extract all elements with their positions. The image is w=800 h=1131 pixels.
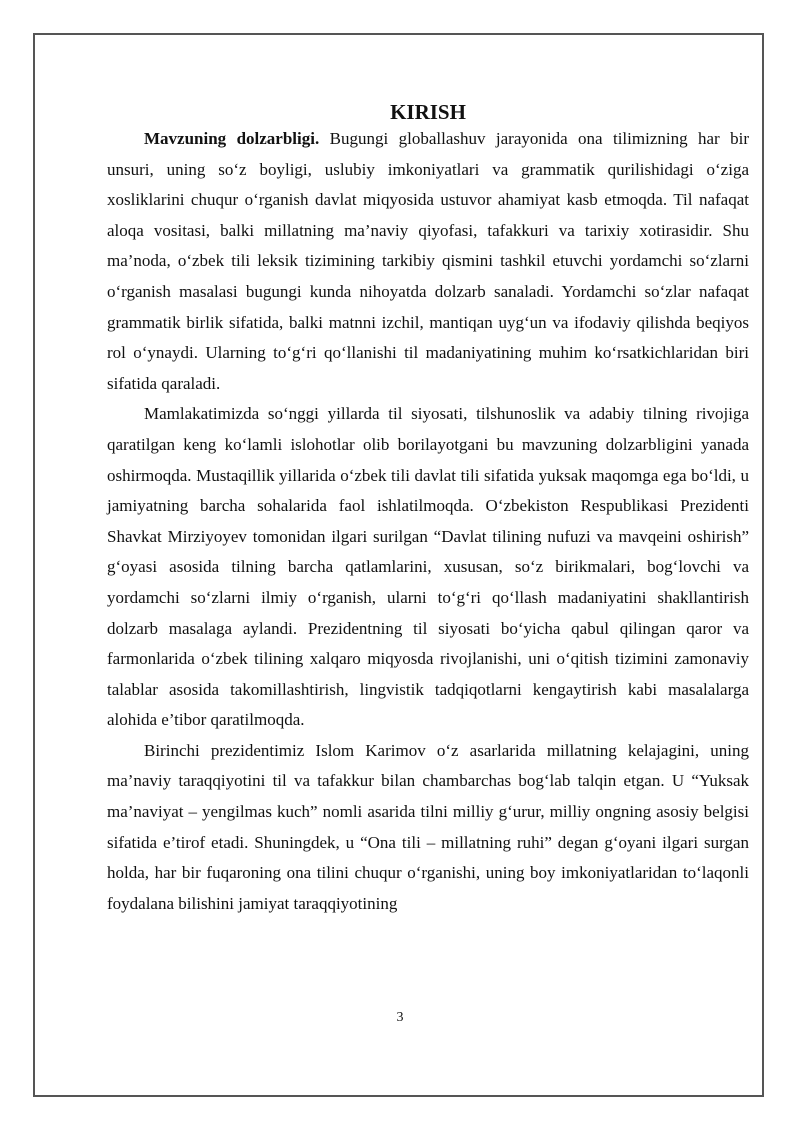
page-title: KIRISH (390, 100, 466, 124)
paragraph-text: Bugungi globallashuv jarayonida ona tilimizning har bir unsuri, uning so‘z boyligi, uslubiy imkoniyatlari va grammatik qurilishidagi o‘ziga xosliklarini chuqur o‘rganish davlat miqyosida ustuvor ahamiyat kasb etmoqda. Til nafaqat aloqa vositasi, balki millatning ma’naviy qiyofasi, tafakkuri va tarixiy xotirasidir. Shu ma’noda, o‘zbek tili leksik tizimining tarkibiy qismini tashkil etuvchi yordamchi so‘zlarni o‘rganish masalasi bugungi kunda nihoyatda dolzarb sanaladi. Yordamchi so‘zlar nafaqat grammatik birlik sifatida, balki matnni izchil, mantiqan uyg‘un va ifodaviy qilishda beqiyos rol o‘ynaydi. Ularning to‘g‘ri qo‘llanishi til madaniyatining muhim ko‘rsatkichlaridan biri sifatida qaraladi. (107, 129, 749, 393)
page-number: 3 (396, 1010, 404, 1025)
document-body (107, 100, 749, 919)
paragraph-relevance (107, 124, 749, 399)
paragraph-language-policy: Mamlakatimizda so‘nggi yillarda til siyosati, tilshunoslik va adabiy tilning rivojiga qaratilgan keng ko‘lamli islohotlar olib borilayotgani bu mavzuning dolzarbligini yanada oshirmoqda. Mustaqillik yillarida o‘zbek tili davlat tili sifatida yuksak maqomga ega bo‘ldi, u jamiyatning barcha sohalarida faol ishlatilmoqda. O‘zbekiston Respublikasi Prezidenti Shavkat Mirziyoyev tomonidan ilgari surilgan “Davlat tilining nufuzi va mavqeini oshirish” g‘oyasi asosida tilning barcha qatlamlarini, xususan, so‘z birikmalari, bog‘lovchi va yordamchi so‘zlarni ilmiy o‘rganish, ularni to‘g‘ri qo‘llash madaniyatini shakllantirish dolzarb masalaga aylandi. Prezidentning til siyosati bo‘yicha qabul qilingan qaror va farmonlarida o‘zbek tilining xalqaro miqyosda rivojlanishi, uni o‘qitish tizimini zamonaviy talablar asosida takomillashtirish, lingvistik tadqiqotlarni kengaytirish kabi masalalarga alohida e’tibor qaratilmoqda. (107, 404, 749, 730)
paragraph-karimov: Birinchi prezidentimiz Islom Karimov o‘z asarlarida millatning kelajagini, uning ma’naviy taraqqiyotini til va tafakkur bilan chambarchas bog‘lab talqin etgan. U “Yuksak ma’naviyat – yengilmas kuch” nomli asarida tilni milliy g‘urur, milliy ongning asosiy belgisi sifatida e’tirof etadi. Shuningdek, u “Ona tili – millatning ruhi” degan g‘oyani ilgari surgan holda, har bir fuqaroning ona tilini chuqur o‘rganishi, uning boy imkoniyatlaridan to‘laqonli foydalana bilishini jamiyat taraqqiyotining (107, 740, 749, 913)
paragraph-lead: Mavzuning dolzarbligi. (144, 129, 320, 148)
